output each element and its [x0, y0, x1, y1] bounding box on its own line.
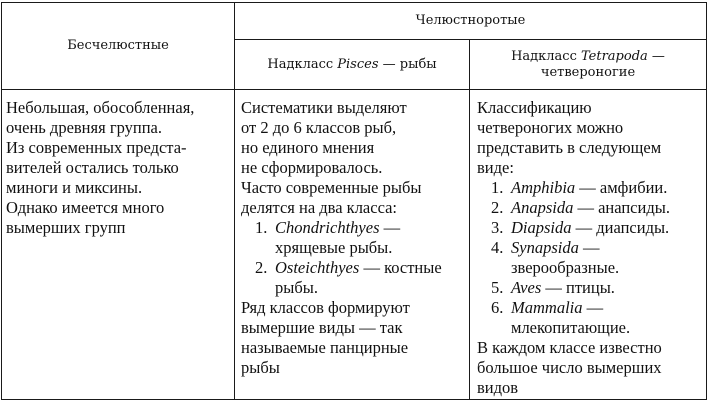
- column-divider-2: [469, 39, 470, 400]
- list-item: 5. Aves — птицы.: [477, 278, 705, 298]
- list-number: 3.: [491, 218, 504, 237]
- latin-name: Aves: [511, 278, 542, 297]
- jawless-line: миноги и миксины.: [6, 178, 143, 197]
- jawless-line: очень древняя группа.: [6, 118, 162, 137]
- list-number: 1.: [491, 178, 504, 197]
- header-jawless: [2, 3, 234, 89]
- latin-name: Amphibia: [511, 178, 576, 197]
- tetrapoda-intro-line: четвероногих можно: [477, 118, 624, 137]
- cell-tetrapoda-description: [477, 98, 705, 398]
- list-item: 1. Chondrichthyes — хрящевые рыбы.: [241, 218, 467, 258]
- pisces-intro-line: от 2 до 6 классов рыб,: [241, 118, 397, 137]
- header-jawless-label: Бесчелюстные: [67, 38, 169, 53]
- list-item: 2. Anapsida — анапсиды.: [477, 198, 705, 218]
- header-tetrapoda-label-line2: четвероногие: [540, 64, 636, 80]
- jawless-line: Из современных предста-: [6, 138, 187, 157]
- jawless-line: вителей остались только: [6, 158, 179, 177]
- tetrapoda-class-list: [477, 178, 705, 338]
- list-number: 2.: [255, 258, 268, 277]
- table-right-border: [706, 2, 707, 400]
- list-number: 5.: [491, 278, 504, 297]
- pisces-outro-line: рыбы: [241, 358, 280, 377]
- list-number: 1.: [255, 218, 268, 237]
- header-pisces-label: Надкласс Pisces — рыбы: [267, 56, 437, 72]
- list-item: 4. Synapsida — зверообразные.: [477, 238, 705, 278]
- cell-jawless-description: [6, 98, 232, 238]
- latin-name: Chondrichthyes: [275, 218, 380, 237]
- pisces-outro-line: Ряд классов формируют: [241, 298, 410, 317]
- pisces-intro-line: делятся на два класса:: [241, 198, 398, 217]
- header-tetrapoda-label: Надкласс Tetrapoda —: [511, 48, 665, 64]
- list-item: 6. Mammalia — млекопитающие.: [477, 298, 705, 338]
- list-number: 6.: [491, 298, 504, 317]
- latin-name: Anapsida: [511, 198, 574, 217]
- list-item: 3. Diapsida — диапсиды.: [477, 218, 705, 238]
- latin-name: Mammalia: [511, 298, 583, 317]
- list-item: 2. Osteichthyes — костные рыбы.: [241, 258, 467, 298]
- latin-name: Diapsida: [511, 218, 572, 237]
- jawless-line: Небольшая, обособленная,: [6, 98, 195, 117]
- tetrapoda-outro-line: большое число вымерших: [477, 358, 662, 377]
- jawless-line: Однако имеется много: [6, 198, 165, 217]
- header-gnathostomes-label: Челюстноротые: [415, 13, 526, 28]
- header-bottom-border: [1, 89, 707, 90]
- latin-name: Synapsida: [511, 238, 579, 257]
- tetrapoda-outro-line: видов: [477, 378, 519, 397]
- list-number: 4.: [491, 238, 504, 257]
- header-tetrapoda: [470, 40, 706, 89]
- tetrapoda-intro-line: Классификацию: [477, 98, 592, 117]
- pisces-intro-line: не сформировалось.: [241, 158, 383, 177]
- list-number: 2.: [491, 198, 504, 217]
- latin-name: Osteichthyes: [275, 258, 360, 277]
- pisces-outro-line: называемые панцирные: [241, 338, 409, 357]
- tetrapoda-intro-line: виде:: [477, 158, 514, 177]
- header-gnathostomes: [235, 3, 706, 39]
- table-bottom-border: [1, 399, 707, 400]
- tetrapoda-outro-line: В каждом классе известно: [477, 338, 662, 357]
- pisces-class-list: [241, 218, 467, 298]
- pisces-intro-line: но единого мнения: [241, 138, 375, 157]
- jawless-line: вымерших групп: [6, 218, 126, 237]
- header-pisces: [235, 40, 469, 89]
- pisces-intro-line: Систематики выделяют: [241, 98, 407, 117]
- tetrapoda-intro-line: представить в следующем: [477, 138, 662, 157]
- pisces-intro-line: Часто современные рыбы: [241, 178, 422, 197]
- cell-pisces-description: [241, 98, 467, 378]
- pisces-outro-line: вымершие виды — так: [241, 318, 403, 337]
- list-item: 1. Amphibia — амфибии.: [477, 178, 705, 198]
